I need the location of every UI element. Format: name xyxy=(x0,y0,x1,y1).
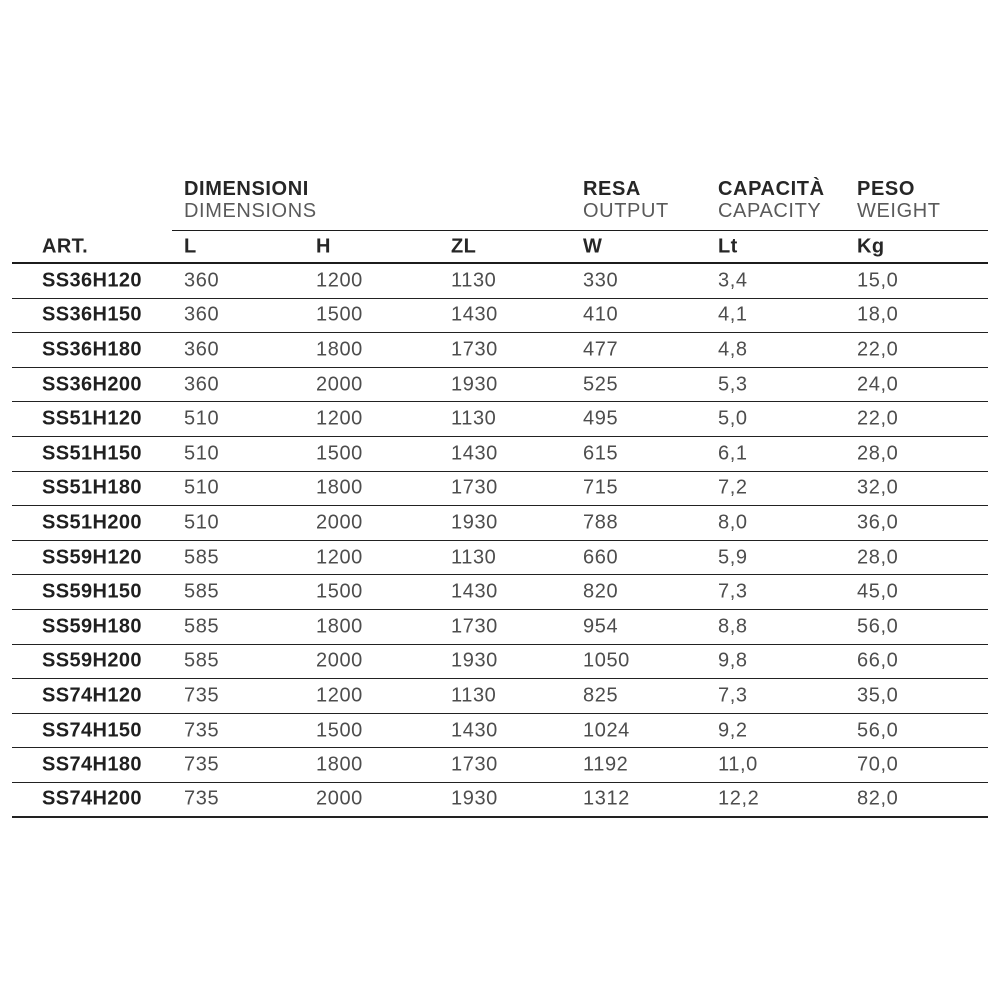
value-cell: 1430 xyxy=(451,442,498,465)
art-cell: SS59H200 xyxy=(42,649,142,672)
value-cell: 1800 xyxy=(316,476,363,499)
value-cell: 24,0 xyxy=(857,373,899,396)
value-cell: 28,0 xyxy=(857,442,899,465)
group-label-italian: DIMENSIONI xyxy=(184,178,309,200)
value-cell: 2000 xyxy=(316,649,363,672)
value-cell: 1200 xyxy=(316,269,363,292)
art-cell: SS59H150 xyxy=(42,580,142,603)
table-row xyxy=(12,575,988,610)
value-cell: 1024 xyxy=(583,719,630,742)
group-label-italian: CAPACITÀ xyxy=(718,178,825,200)
value-cell: 510 xyxy=(184,476,220,499)
art-cell: SS59H180 xyxy=(42,615,142,638)
value-cell: 28,0 xyxy=(857,546,899,569)
art-cell: SS74H120 xyxy=(42,684,142,707)
value-cell: 22,0 xyxy=(857,407,899,430)
art-cell: SS36H150 xyxy=(42,303,142,326)
value-cell: 7,2 xyxy=(718,476,748,499)
unit-header-row xyxy=(12,231,988,264)
value-cell: 36,0 xyxy=(857,511,899,534)
value-cell: 1730 xyxy=(451,476,498,499)
value-cell: 22,0 xyxy=(857,338,899,361)
value-cell: 788 xyxy=(583,511,619,534)
value-cell: 1050 xyxy=(583,649,630,672)
value-cell: 1500 xyxy=(316,442,363,465)
value-cell: 1430 xyxy=(451,303,498,326)
value-cell: 66,0 xyxy=(857,649,899,672)
value-cell: 1800 xyxy=(316,753,363,776)
value-cell: 1430 xyxy=(451,719,498,742)
art-cell: SS59H120 xyxy=(42,546,142,569)
value-cell: 715 xyxy=(583,476,619,499)
value-cell: 1730 xyxy=(451,615,498,638)
column-header-zl: ZL xyxy=(451,235,477,257)
value-cell: 2000 xyxy=(316,373,363,396)
column-header-lt: Lt xyxy=(718,235,738,257)
column-group-capacity xyxy=(718,178,825,222)
value-cell: 1130 xyxy=(451,269,497,292)
value-cell: 56,0 xyxy=(857,719,899,742)
table-row xyxy=(12,610,988,645)
table-row xyxy=(12,472,988,507)
value-cell: 70,0 xyxy=(857,753,899,776)
value-cell: 1800 xyxy=(316,338,363,361)
value-cell: 585 xyxy=(184,546,220,569)
column-header-h: H xyxy=(316,235,331,257)
value-cell: 735 xyxy=(184,684,220,707)
value-cell: 954 xyxy=(583,615,619,638)
value-cell: 510 xyxy=(184,511,220,534)
value-cell: 7,3 xyxy=(718,684,748,707)
table-row xyxy=(12,264,988,299)
column-group-dimensions xyxy=(184,178,317,222)
value-cell: 360 xyxy=(184,338,220,361)
value-cell: 735 xyxy=(184,753,220,776)
value-cell: 1200 xyxy=(316,546,363,569)
value-cell: 1730 xyxy=(451,753,498,776)
value-cell: 360 xyxy=(184,269,220,292)
art-cell: SS36H120 xyxy=(42,269,142,292)
value-cell: 5,9 xyxy=(718,546,748,569)
value-cell: 3,4 xyxy=(718,269,748,292)
value-cell: 1200 xyxy=(316,684,363,707)
value-cell: 330 xyxy=(583,269,619,292)
value-cell: 5,3 xyxy=(718,373,748,396)
table-row xyxy=(12,748,988,783)
art-cell: SS74H150 xyxy=(42,719,142,742)
table-row xyxy=(12,506,988,541)
value-cell: 1930 xyxy=(451,787,498,810)
table-row xyxy=(12,333,988,368)
value-cell: 660 xyxy=(583,546,619,569)
value-cell: 735 xyxy=(184,719,220,742)
value-cell: 510 xyxy=(184,407,220,430)
value-cell: 1192 xyxy=(583,753,629,776)
value-cell: 1200 xyxy=(316,407,363,430)
value-cell: 1500 xyxy=(316,580,363,603)
value-cell: 1800 xyxy=(316,615,363,638)
column-group-header-row xyxy=(12,178,988,231)
value-cell: 82,0 xyxy=(857,787,899,810)
value-cell: 615 xyxy=(583,442,619,465)
table-row xyxy=(12,714,988,749)
value-cell: 1430 xyxy=(451,580,498,603)
value-cell: 2000 xyxy=(316,787,363,810)
art-cell: SS74H200 xyxy=(42,787,142,810)
value-cell: 585 xyxy=(184,580,220,603)
art-cell: SS36H200 xyxy=(42,373,142,396)
value-cell: 1130 xyxy=(451,684,497,707)
column-group-weight xyxy=(857,178,941,222)
group-label-english: DIMENSIONS xyxy=(184,200,317,222)
table-row xyxy=(12,541,988,576)
table-row xyxy=(12,299,988,334)
table-body xyxy=(12,264,988,818)
value-cell: 1730 xyxy=(451,338,498,361)
column-group-output xyxy=(583,178,669,222)
value-cell: 4,8 xyxy=(718,338,748,361)
group-label-english: WEIGHT xyxy=(857,200,941,222)
value-cell: 510 xyxy=(184,442,220,465)
column-header-l: L xyxy=(184,235,197,257)
value-cell: 585 xyxy=(184,649,220,672)
value-cell: 525 xyxy=(583,373,619,396)
value-cell: 1500 xyxy=(316,303,363,326)
value-cell: 410 xyxy=(583,303,619,326)
value-cell: 4,1 xyxy=(718,303,748,326)
art-column-header: ART. xyxy=(42,235,89,257)
group-label-italian: PESO xyxy=(857,178,915,200)
art-cell: SS51H150 xyxy=(42,442,142,465)
value-cell: 9,2 xyxy=(718,719,748,742)
group-label-italian: RESA xyxy=(583,178,641,200)
group-label-english: OUTPUT xyxy=(583,200,669,222)
value-cell: 15,0 xyxy=(857,269,899,292)
column-header-w: W xyxy=(583,235,603,257)
table-row xyxy=(12,679,988,714)
value-cell: 18,0 xyxy=(857,303,899,326)
value-cell: 1312 xyxy=(583,787,630,810)
group-label-english: CAPACITY xyxy=(718,200,822,222)
value-cell: 735 xyxy=(184,787,220,810)
value-cell: 12,2 xyxy=(718,787,760,810)
value-cell: 1930 xyxy=(451,511,498,534)
value-cell: 5,0 xyxy=(718,407,748,430)
value-cell: 360 xyxy=(184,373,220,396)
table-row xyxy=(12,437,988,472)
value-cell: 1930 xyxy=(451,649,498,672)
value-cell: 8,8 xyxy=(718,615,748,638)
value-cell: 2000 xyxy=(316,511,363,534)
art-cell: SS51H200 xyxy=(42,511,142,534)
value-cell: 7,3 xyxy=(718,580,748,603)
value-cell: 32,0 xyxy=(857,476,899,499)
table-row xyxy=(12,402,988,437)
value-cell: 820 xyxy=(583,580,619,603)
art-cell: SS74H180 xyxy=(42,753,142,776)
art-cell: SS51H180 xyxy=(42,476,142,499)
table-row xyxy=(12,645,988,680)
value-cell: 11,0 xyxy=(718,753,758,776)
value-cell: 585 xyxy=(184,615,220,638)
value-cell: 360 xyxy=(184,303,220,326)
value-cell: 1130 xyxy=(451,546,497,569)
value-cell: 9,8 xyxy=(718,649,748,672)
table-row xyxy=(12,368,988,403)
value-cell: 495 xyxy=(583,407,619,430)
value-cell: 8,0 xyxy=(718,511,748,534)
column-header-kg: Kg xyxy=(857,235,885,257)
value-cell: 56,0 xyxy=(857,615,899,638)
value-cell: 477 xyxy=(583,338,619,361)
value-cell: 1130 xyxy=(451,407,497,430)
table-row xyxy=(12,783,988,818)
value-cell: 1930 xyxy=(451,373,498,396)
value-cell: 45,0 xyxy=(857,580,899,603)
art-cell: SS51H120 xyxy=(42,407,142,430)
value-cell: 6,1 xyxy=(718,442,748,465)
value-cell: 825 xyxy=(583,684,619,707)
art-cell: SS36H180 xyxy=(42,338,142,361)
product-spec-table xyxy=(12,178,988,818)
value-cell: 35,0 xyxy=(857,684,899,707)
value-cell: 1500 xyxy=(316,719,363,742)
